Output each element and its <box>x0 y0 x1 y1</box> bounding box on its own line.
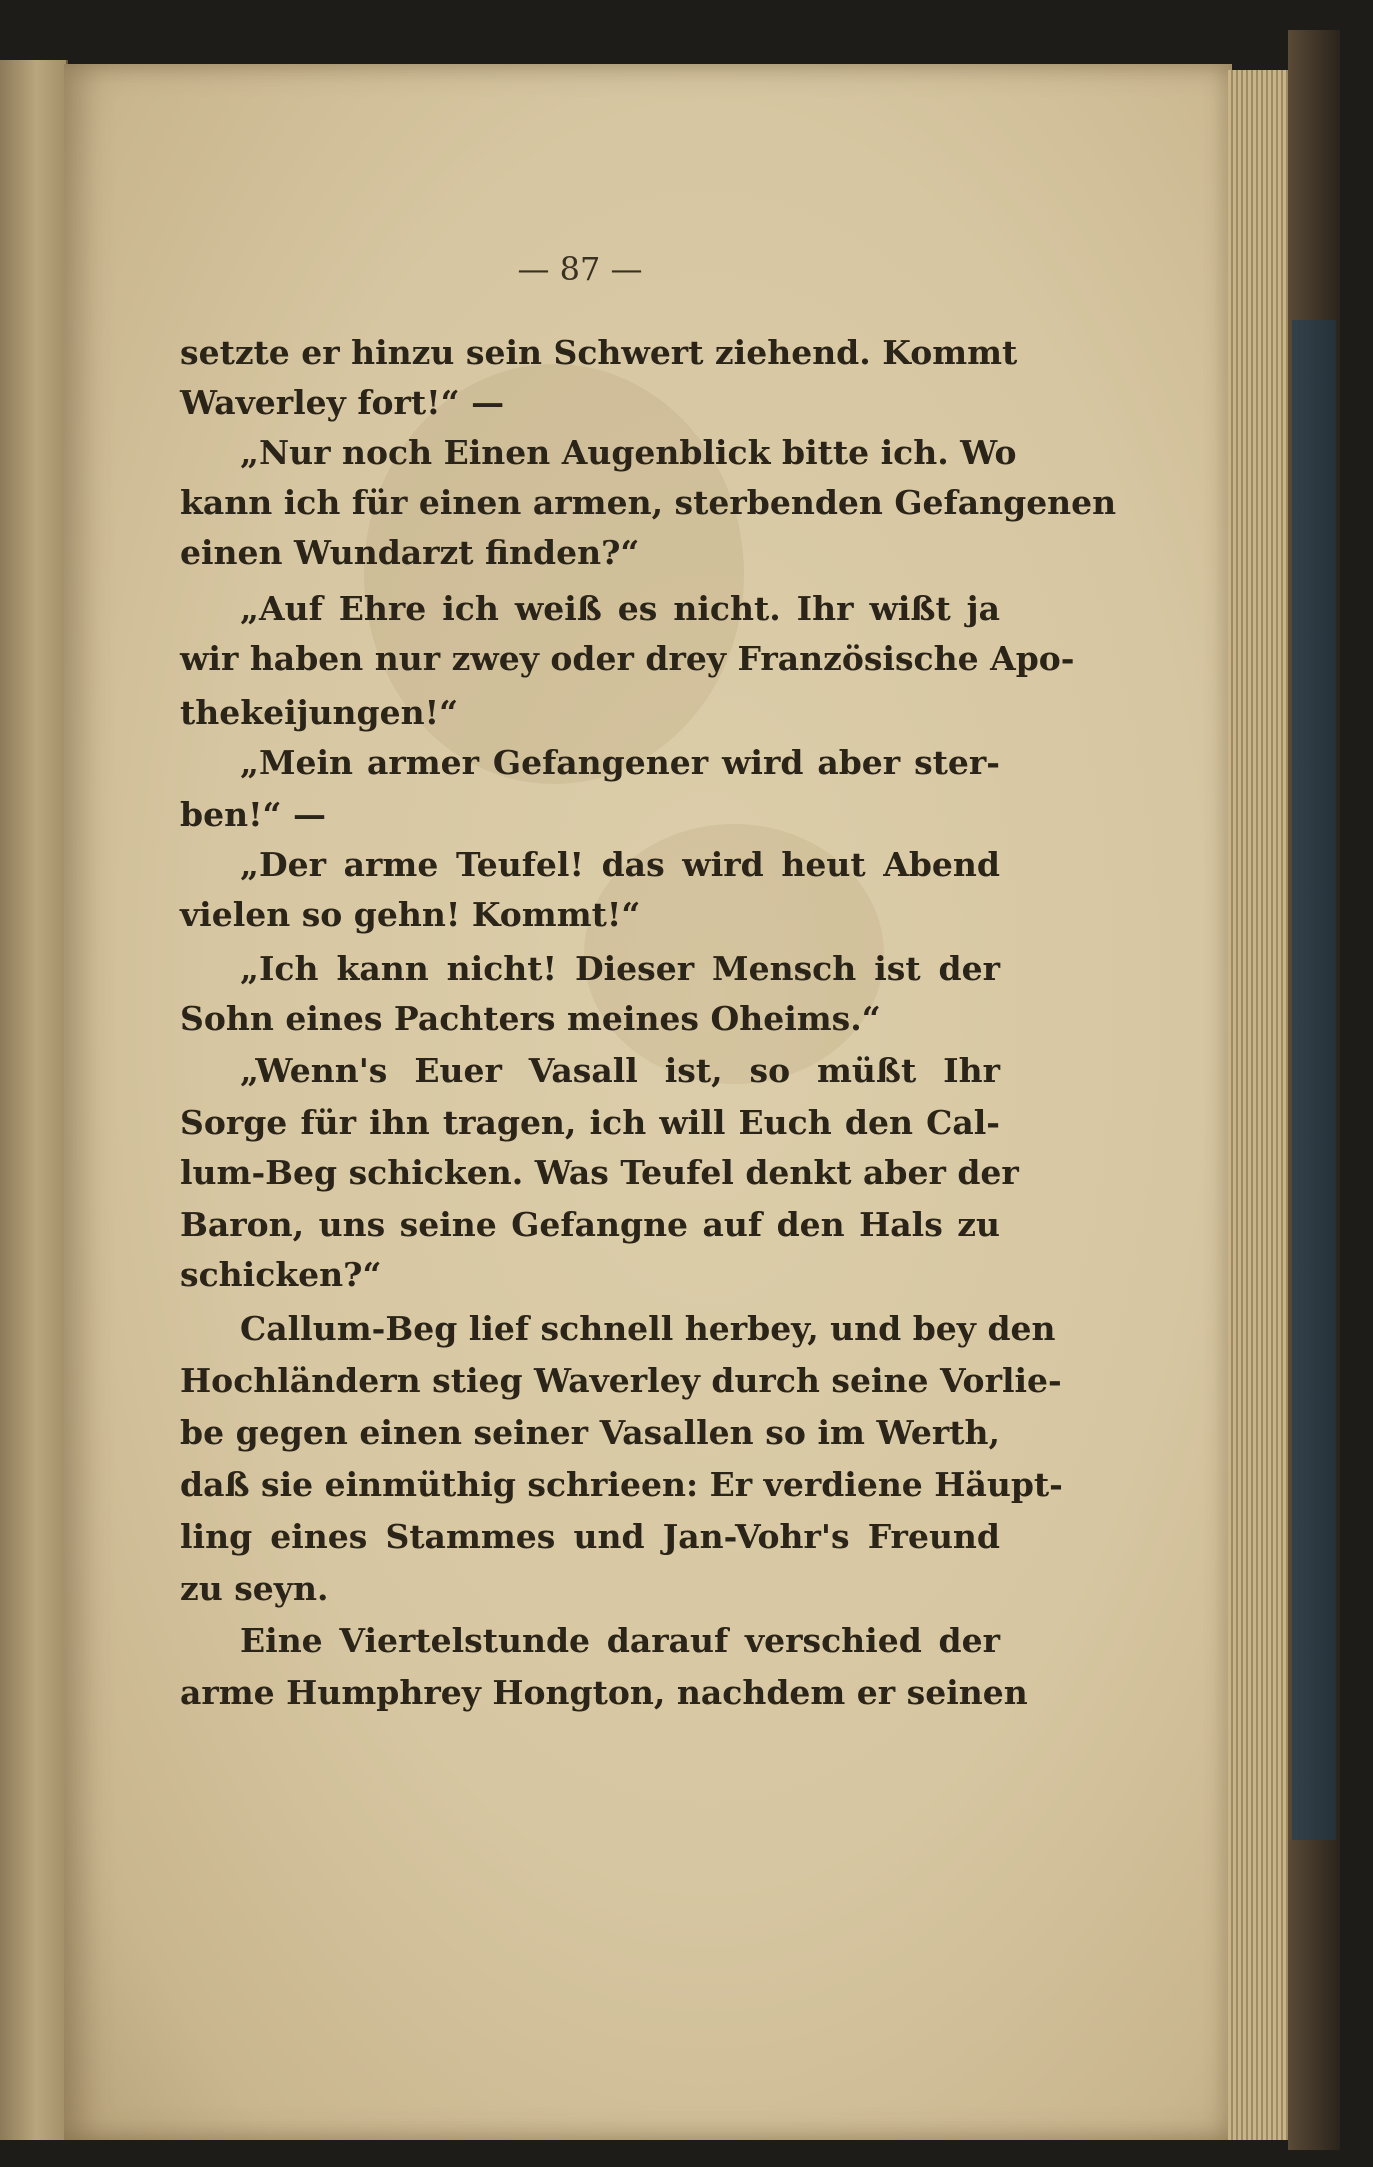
text-line: „Mein armer Gefangener wird aber ster- <box>240 743 1000 782</box>
page-number: — 87 — <box>517 250 643 288</box>
left-page-edge <box>0 60 68 2140</box>
text-line: schicken?“ <box>180 1255 382 1294</box>
text-line: Sorge für ihn tragen, ich will Euch den Cal- <box>180 1103 1000 1142</box>
cover-cloth <box>1292 320 1336 1840</box>
text-line: „Auf Ehre ich weiß es nicht. Ihr wißt ja <box>240 589 1000 628</box>
text-line: arme Humphrey Hongton, nachdem er seinen <box>180 1673 1028 1712</box>
text-line: „Der arme Teufel! das wird heut Abend <box>240 845 1000 884</box>
text-line: thekeijungen!“ <box>180 693 459 732</box>
text-line: kann ich für einen armen, sterbenden Gefangenen <box>180 483 1117 522</box>
text-line: Baron, uns seine Gefangne auf den Hals zu <box>180 1205 1000 1244</box>
text-line: „Wenn's Euer Vasall ist, so müßt Ihr <box>240 1051 1000 1090</box>
text-line: be gegen einen seiner Vasallen so im Werth, <box>180 1413 1000 1452</box>
page-fore-edge <box>1228 70 1288 2140</box>
text-line: Waverley fort!“ — <box>180 383 505 422</box>
text-line: ben!“ — <box>180 795 327 834</box>
text-line: einen Wundarzt finden?“ <box>180 533 640 572</box>
text-line: daß sie einmüthig schrieen: Er verdiene Häupt- <box>180 1465 1063 1504</box>
text-line: Hochländern stieg Waverley durch seine Vorlie- <box>180 1361 1062 1400</box>
text-line: Eine Viertelstunde darauf verschied der <box>240 1621 1000 1660</box>
text-line: lum-Beg schicken. Was Teufel denkt aber der <box>180 1153 1019 1192</box>
text-line: ling eines Stammes und Jan-Vohr's Freund <box>180 1517 1000 1556</box>
text-line: zu seyn. <box>180 1569 329 1608</box>
text-line: setzte er hinzu sein Schwert ziehend. Kommt <box>180 333 1018 372</box>
text-line: vielen so gehn! Kommt!“ <box>180 895 641 934</box>
text-line: wir haben nur zwey oder drey Französische Apo- <box>180 639 1075 678</box>
text-line: Sohn eines Pachters meines Oheims.“ <box>180 999 881 1038</box>
text-line: „Nur noch Einen Augenblick bitte ich. Wo <box>240 433 1017 472</box>
text-line: „Ich kann nicht! Dieser Mensch ist der <box>240 949 1000 988</box>
text-line: Callum-Beg lief schnell herbey, und bey den <box>240 1309 1056 1348</box>
